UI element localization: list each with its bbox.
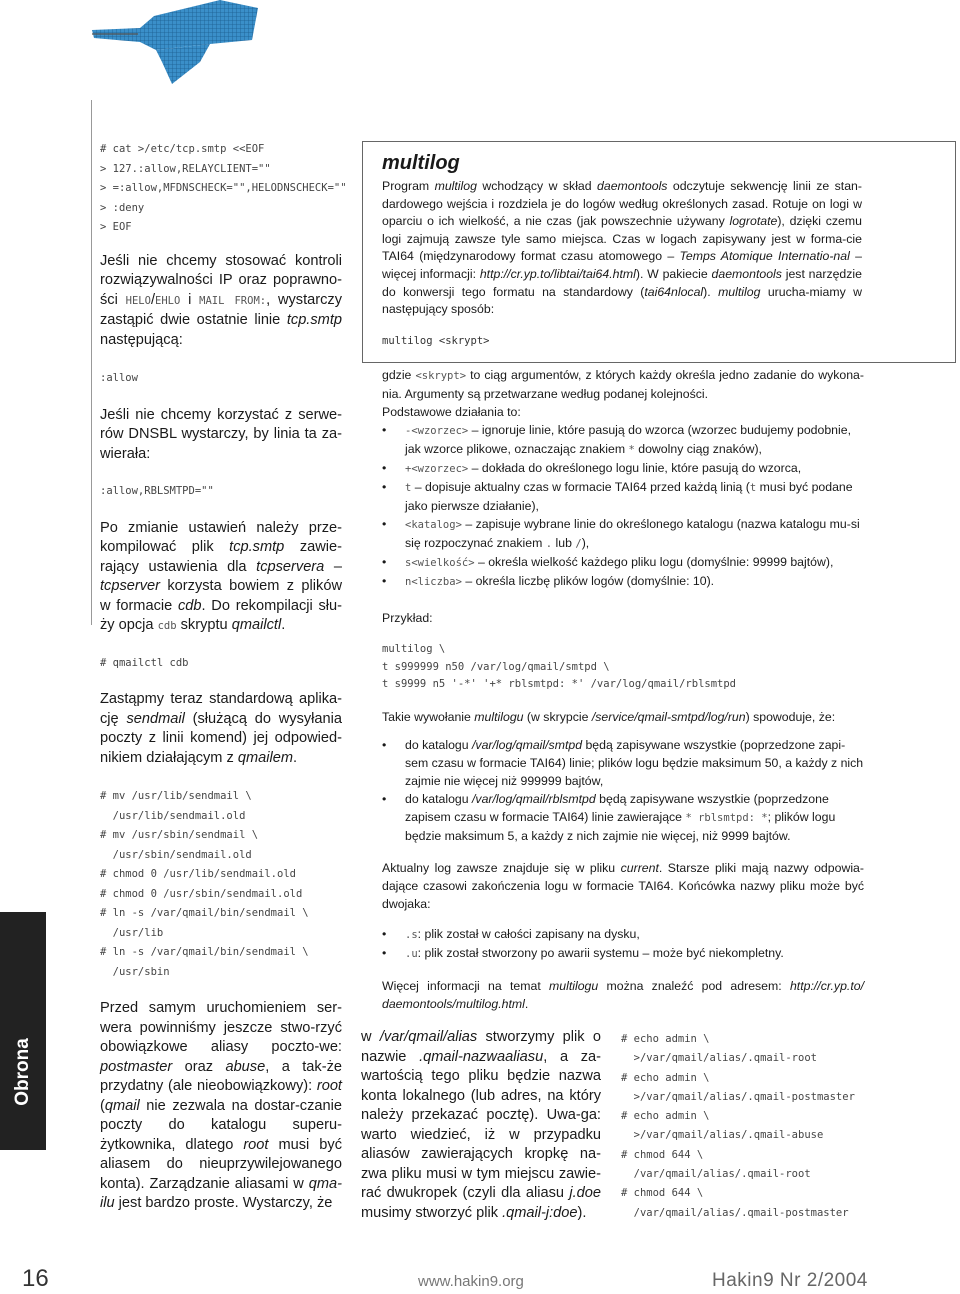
- code-line: > =:allow,MFDNSCHECK="",HELODNSCHECK="": [100, 182, 347, 194]
- section-label: Obrona: [12, 1038, 33, 1106]
- list-item: • -<wzorzec> – ignoruje linie, które pasują do wzorca (wzorzec budujemy podobnie, jak wzorce plikowe, oznaczając znakiem * dowolny ciąg znaków),: [405, 421, 864, 459]
- effects-list: [382, 736, 864, 845]
- sidebar-title: multilog: [382, 152, 460, 174]
- left-column: [100, 140, 347, 1214]
- code-line: > EOF: [100, 221, 132, 233]
- sidebar-body: Program multilog wchodzący w skład daemontools odczytuje sekwencję linii ze stan-dardowego wejścia i rozdziela je do logów według określonych zasad. Rotuje on logi w oparciu o ich wielkość, a nie czas (jak powszechnie używany logrotate), dzięki czemu logi zajmują zawsze tyle samo miejsca. Czas w logach zapisywany jest w forma-cie TAI64 (międzynarodowy format czasu atomowego – Temps Atomique Internatio-nal – więcej informacji: http://cr.yp.to/libtai/tai64.html). W pakiecie daemontools jest narzędzie do konwersji tego formatu na standardowy (tai64nlocal). multilog urucha-miamy w następujący sposób:: [382, 179, 862, 317]
- list-item: • do katalogu /var/log/qmail/smtpd będą zapisywane wszystkie (poprzedzone zapi-sem czasu w formacie TAI64) linie; plików logu będzie maksimum 50, a każdy z nich zajmie nie więcej niż 999999 bajtów,: [405, 736, 864, 790]
- suffix-list: [382, 925, 864, 963]
- left-margin-rule: [91, 100, 92, 625]
- code-aliases: # echo admin \ >/var/qmail/alias/.qmail-root # echo admin \ >/var/qmail/alias/.qmail-postmaster # echo admin \ >/var/qmail/alias/.qmail-abuse # chmod 644 \ /var/qmail/alias/.qmail-root # chmod 644 \ /var/qmail/alias/.qmail-postmaster: [621, 1033, 855, 1219]
- list-item: • s<wielkość> – określa wielkość każdego pliku logu (domyślnie: 99999 bajtów),: [405, 553, 864, 572]
- paragraph: gdzie <skrypt> to ciąg argumentów, z których każdy określa jedno zadanie do wykona-nia. Argumenty są przetwarzane według podanej kolejności.: [382, 368, 864, 401]
- example-code: multilog \ t s999999 n50 /var/log/qmail/smtpd \ t s9999 n5 '-*' '+* rblsmtpd: *' /var/log/qmail/rblsmtpd: [382, 643, 737, 690]
- code-line: # cat >/etc/tcp.smtp <<EOF: [100, 143, 265, 155]
- footer-url: www.hakin9.org: [418, 1273, 524, 1290]
- right-column: [382, 366, 864, 1013]
- paragraph: Po zmianie ustawień należy prze-kompilować plik tcp.smtp zawie-rający ustawienia dla tcpservera – tcpserver korzysta bowiem z plików w formacie cdb. Do rekompilacji słu-ży opcja cdb skryptu qmailctl.: [100, 519, 343, 633]
- code-line: > :deny: [100, 201, 145, 214]
- list-item: • <katalog> – zapisuje wybrane linie do określonego katalogu (nazwa katalogu mu-si się rozpoczynać znakiem . lub /),: [405, 515, 864, 553]
- code-allow: :allow: [100, 372, 138, 384]
- section-tab: [0, 912, 46, 1150]
- paragraph: Takie wywołanie multilogu (w skrypcie /service/qmail-smtpd/log/run) spowoduje, że:: [382, 709, 836, 724]
- list-item: • .u: plik został stworzony po awarii systemu – może być niekompletny.: [405, 944, 864, 963]
- actions-list: [382, 421, 864, 591]
- list-item: • +<wzorzec> – dokłada do określonego logu linie, które pasują do wzorca,: [405, 459, 864, 478]
- page-number: 16: [22, 1265, 49, 1292]
- code-line: > 127.:allow,RELAYCLIENT="": [100, 162, 271, 175]
- code-sendmail: # mv /usr/lib/sendmail \ /usr/lib/sendmail.old # mv /usr/sbin/sendmail \ /usr/sbin/sendmail.old # chmod 0 /usr/lib/sendmail.old # chmod 0 /usr/sbin/sendmail.old # ln -s /var/qmail/bin/sendmail \ /usr/lib # ln -s /var/qmail/bin/sendmail \ /usr/sbin: [100, 790, 309, 978]
- hakin9-flag-logo: [92, 0, 260, 86]
- middle-column: w /var/qmail/alias stworzymy plik o nazwie .qmail-nazwaaliasu, a za-wartością tego pliku będzie nazwa konta lokalnego (lub adres, na który należy przekazać pocztę). Uwa-ga: warto wiedzieć, iż w przypadku aliasów zawierających kropkę na-zwa pliku musi w tym miejscu zawie-rać dwukropek (czyli dla aliasu j.doe musimy stworzyć plik .qmail-j:doe).: [361, 1029, 602, 1221]
- footer-issue: Hakin9 Nr 2/2004: [712, 1270, 868, 1291]
- paragraph: Zastąpmy teraz standardową aplika-cję sendmail (służącą do wysyłania poczty z linii komend) jej odpowied-nikiem działającym z qmailem.: [100, 691, 342, 766]
- paragraph: Przed samym uruchomieniem ser-wera powinniśmy jeszcze stwo-rzyć obowiązkowe aliasy poczto-we: postmaster oraz abuse, a tak-że przydatny (ale nieobowiązkowy): root (qmail nie zezwala na dostar-czanie poczty do katalogu superu-żytkownika, dlatego root musi być aliasem do nieuprzywilejowanego konta). Zarządzanie aliasami w qma-ilu jest bardzo proste. Wystarczy, że: [100, 1000, 342, 1211]
- paragraph: Aktualny log zawsze znajduje się w pliku current. Starsze pliki mają nazwy odpowia-dające czasowi zakończenia logu w formacie TAI64. Końcówka nazwy pliku może być dwojaka:: [382, 860, 864, 911]
- code-qmailctl: # qmailctl cdb: [100, 656, 189, 669]
- code-tcp-smtp: [100, 140, 347, 238]
- paragraph: Więcej informacji na temat multilogu można znaleźć pod adresem: http://cr.yp.to/ daemontools/multilog.html.: [382, 978, 864, 1011]
- list-item: • do katalogu /var/log/qmail/rblsmtpd będą zapisywane wszystkie (poprzedzone zapisem czasu w formacie TAI64) linie zawierające * rblsmtpd: *; plików logu będzie maksimum 5, a każdy z nich zajmie nie więcej, niż 9999 bajtów.: [405, 790, 864, 845]
- list-item: • .s: plik został w całości zapisany na dysku,: [405, 925, 864, 944]
- list-item: • t – dopisuje aktualny czas w formacie TAI64 przed każdą linią (t musi być podane jako pierwsze działanie),: [405, 478, 864, 515]
- example-label: Przykład:: [382, 611, 433, 625]
- paragraph: Jeśli nie chcemy korzystać z serwe-rów DNSBL wystarczy, by linia ta za-wierała:: [100, 406, 342, 462]
- sidebar-code: multilog <skrypt>: [382, 335, 490, 347]
- paragraph: Jeśli nie chcemy stosować kontroli rozwiązywalności IP oraz poprawno-ści HELO/EHLO i MAIL FROM:, wystarczy zastąpić dwie ostatnie linie tcp.smtp następującą:: [100, 252, 343, 348]
- code-rblsmtpd: :allow,RBLSMTPD="": [100, 485, 214, 497]
- list-item: • n<liczba> – określa liczbę plików logów (domyślnie: 10).: [405, 572, 864, 591]
- paragraph: Podstawowe działania to:: [382, 405, 521, 419]
